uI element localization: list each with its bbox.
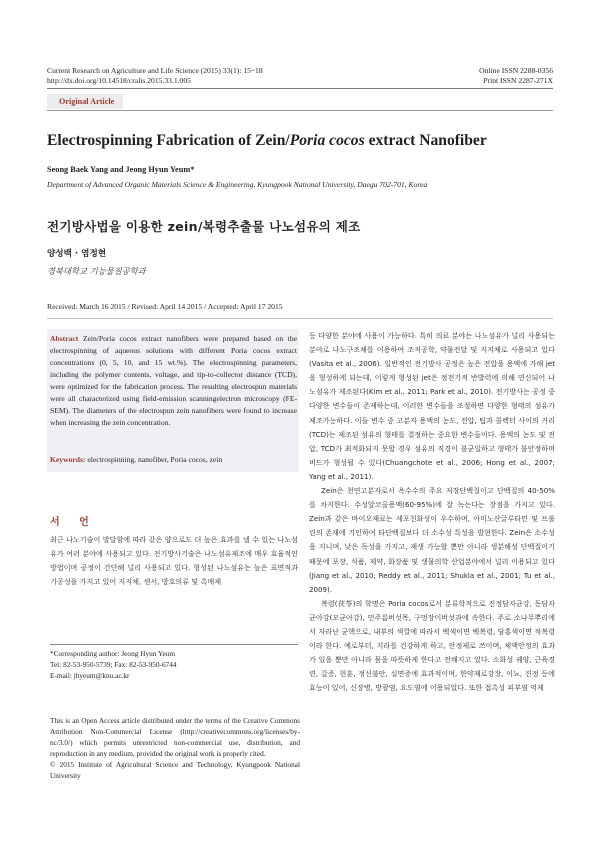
affiliation: Department of Advanced Organic Materials Science & Engineering, Kyungpook National University, Daegu 702-701, Korea (47, 180, 428, 189)
corresponding-author: *Corresponding author: Jeong Hyun Yeum (50, 649, 176, 658)
journal-header (47, 66, 263, 86)
abstract (50, 333, 297, 429)
license-notice (50, 715, 300, 781)
abstract-text: Zein/Poria cocos extract nanofibers were prepared based on the electrospinning of aqueous solutions with different Poria cocos extract concentrations (0, 5, 10, and 15 wt.%). The electrospinning parameters, including the polymer contents, voltage, and tip-to-collector distance (TCD), were optimized for the fabrication process. The resulting electrospun materials were all characterized using field-emission scanningelectron microscopy (FE-SEM). The diameters of the electrospun zein nanofibers were found to increase when increasing the zein concentration. (50, 334, 297, 427)
paper-title: Electrospinning Fabrication of Zein/Poria cocos extract Nanofiber (47, 132, 487, 149)
keywords-label: Keywords: (50, 455, 86, 464)
online-issn: Online ISSN 2288-0356 (479, 66, 553, 75)
email-link[interactable]: E-mail: jhyeum@knu.ac.kr (50, 671, 130, 680)
doi-link[interactable]: http://dx.doi.org/10.14518/cralis.2015.33.1.005 (47, 76, 191, 85)
received-dates: Received: March 16 2015 / Revised: April 14 2015 / Accepted: April 17 2015 (47, 302, 283, 311)
header-rule-thin (47, 110, 553, 111)
copyright: © 2015 Institute of Agricultural Science and Technology, Kyungpook National University (50, 760, 300, 780)
dates-rule (47, 318, 553, 319)
korean-title: 전기방사법을 이용한 zein/복령추출물 나노섬유의 제조 (47, 219, 361, 234)
license-text: This is an Open Access article distributed under the terms of the Creative Commons Attribution Non-Commercial License (http://creativecommons.org/licenses/by-nc/3.0/) which permits unrestricted non-commercial use, distribution, and reproduction in any medium, provided the original work is properly cited. (50, 716, 300, 758)
paragraph: Zein은 천연고분자로서 옥수수의 주요 저장단백질이고 단백질의 40-50%를 차지한다. 수성알코올용액(60-95%)에 잘 녹는다는 장점을 가지고 있다. Zein과 같은 바이오재료는 세포친화성이 우수하며, 아미노산글루타민 및 프롤린의 존재에 기인하여 타단백질보다 더 소수성 특성을 발현한다. Zein은 소수성을 지니며, 낮은 독성을 가지고, 재생 가능할 뿐만 아니라 생분해성 단백질이기 때문에 포장, 식품, 제약, 화장품 및 생물의학 산업분야에서 널리 이용되고 있다(Jiang et al., 2010; Reddy et al., 2011; Shukla et al., 2001; Tu et al., 2009). (309, 486, 555, 594)
keywords-text: electrospinning, nanofiber, Poria cocos, zein (87, 455, 223, 464)
header-rule (47, 88, 553, 89)
paragraph: 복령(茯苓)의 학명은 Poria cocos로서 분류학적으로 진정담자균강, 동담자균아강(모균아강), 민주름버섯목, 구멍장이버섯과에 속한다. 주로 소나무뿌리에서 자라난 균핵으로, 내부의 색깔에 따라서 백색이면 백복령, 담홍색이면 적복령이라 한다. 예로부터, 지라를 건강하게 하고, 안정제로 쓰이며, 체액안정의 효과가 있을 뿐만 아니라 몸을 따뜻하게 한다고 전해지고 있다. 소화성 궤양, 근육경련, 갈증, 현훈, 정신불안, 실면증에 효과적이며, 한약재로강장, 이뇨, 진정 등에 효능이 있어, 신장병, 방광염, 요도염에 이용되었다. 또한 접촉성 피부염 억제 (309, 598, 555, 693)
issn-block (479, 66, 553, 86)
korean-authors: 양성백 · 염정현 (47, 249, 107, 259)
footnote-rule (50, 644, 298, 645)
introduction-text: 최근 나노기술이 발달함에 따라 같은 양으로도 더 높은 효과를 낼 수 있는 나노섬유가 여러 분야에 사용되고 있다. 전기방사기술은 나노섬유제조에 매우 효율적인 방법이며 공정이 간단해 널리 사용되고 있다. 형성된 나노섬유는 높은 표면적과 기공성을 가지고 있어 지지체, 센서, 방호의류 및 촉매제 (50, 535, 298, 587)
right-column (309, 329, 555, 695)
abstract-label: Abstract (50, 334, 79, 343)
journal-citation: Current Research on Agriculture and Life Science (2015) 33(1): 15~18 (47, 66, 263, 75)
section-heading-introduction: 서 언 (50, 517, 97, 528)
corresponding-footnote (50, 648, 300, 681)
print-issn: Print ISSN 2287-271X (483, 76, 553, 85)
paragraph: 등 다양한 분야에 사용이 가능하다. 특히 의료 분야는 나노섬유가 널리 사용되는 분야로 나노구조체를 이용하여 조직공학, 약물전달 및 지지체로 사용되고 있다(Vasita et al., 2006). 일반적인 전기방사 공정은 높은 전압을 용액에 가해 jet을 형성하게 되는데, 이렇게 형성된 jet은 정전기적 반발력에 의해 연신되어 나노섬유가 제조된다(Kim et al., 2011; Park et al., 2010). 전기방사는 공정 중 다양한 변수들이 존재하는데, 이러한 변수들을 조절하면 다양한 형태의 섬유가 제조가능하다. 이들 변수 중 고분자 용액의 농도, 전압, 팁과 콜렉터 사이의 거리(TCD)는 제조된 섬유의 형태를 결정하는 중요한 변수들이다. 용액의 농도 및 전압, TCD가 최적화되지 못할 경우 섬유의 직경이 불균일하고 형태가 불안정하며 비드가 형성될 수 있다(Chuangchote et al., 2006; Hong et al., 2007; Yang et al., 2011). (309, 331, 555, 481)
article-type-badge: Original Article (47, 94, 123, 109)
korean-affiliation: 경북대학교 기능물질공학과 (47, 266, 146, 276)
keywords (50, 455, 297, 464)
phone-fax: Tel: 82-53-950-5739; Fax: 82-53-950-6744 (50, 660, 177, 669)
authors: Seong Baek Yang and Jeong Hyun Yeum* (47, 165, 195, 174)
